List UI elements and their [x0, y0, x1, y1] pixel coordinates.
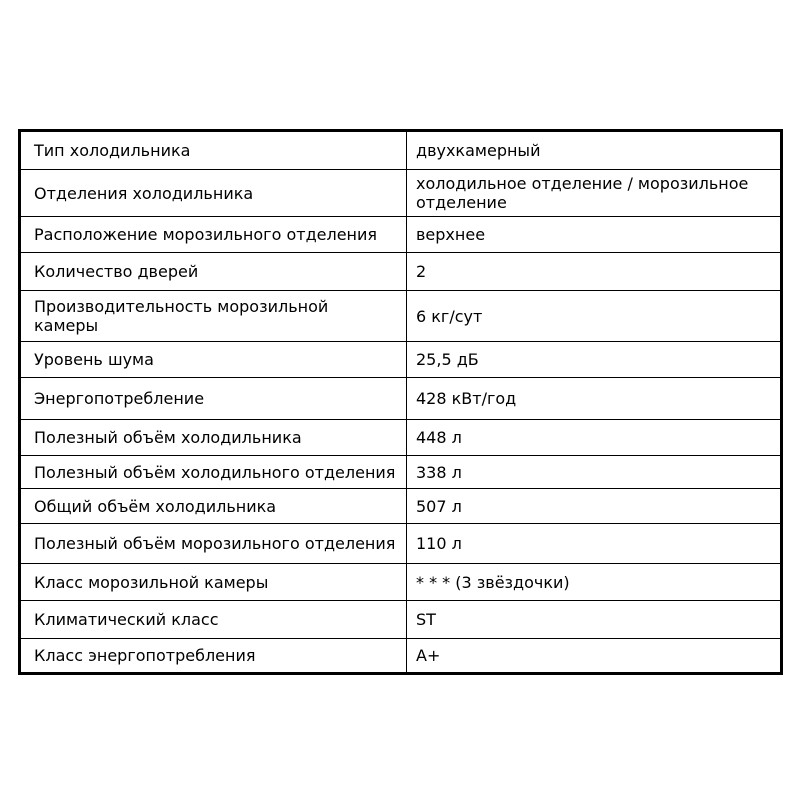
param-label: Общий объём холодильника [20, 489, 407, 524]
param-value: двухкамерный [407, 131, 782, 170]
table-row [20, 131, 782, 170]
param-label: Уровень шума [20, 342, 407, 378]
param-label: Класс энергопотребления [20, 639, 407, 674]
param-value: * * * (3 звёздочки) [407, 564, 782, 601]
table-row [20, 170, 782, 217]
param-label: Полезный объём морозильного отделения [20, 524, 407, 564]
table-row [20, 217, 782, 253]
param-label: Полезный объём холодильного отделения [20, 456, 407, 489]
table-row [20, 342, 782, 378]
table-row [20, 639, 782, 674]
param-label: Полезный объём холодильника [20, 420, 407, 456]
param-label: Класс морозильной камеры [20, 564, 407, 601]
param-value: 2 [407, 253, 782, 291]
param-label: Энергопотребление [20, 378, 407, 420]
param-value: 6 кг/сут [407, 291, 782, 342]
table-row [20, 253, 782, 291]
param-value: ST [407, 601, 782, 639]
param-value: 338 л [407, 456, 782, 489]
table-row [20, 524, 782, 564]
param-label: Тип холодильника [20, 131, 407, 170]
table-row [20, 601, 782, 639]
param-label: Производительность морозильной камеры [20, 291, 407, 342]
table-row [20, 489, 782, 524]
param-value: 507 л [407, 489, 782, 524]
table-row [20, 564, 782, 601]
param-value: 110 л [407, 524, 782, 564]
param-label: Количество дверей [20, 253, 407, 291]
param-value: A+ [407, 639, 782, 674]
param-value: холодильное отделение / морозильное отделение [407, 170, 782, 217]
param-label: Отделения холодильника [20, 170, 407, 217]
param-value: 448 л [407, 420, 782, 456]
param-label: Расположение морозильного отделения [20, 217, 407, 253]
table-row [20, 420, 782, 456]
table-row [20, 291, 782, 342]
table-row [20, 456, 782, 489]
spec-table [18, 129, 783, 675]
param-value: 428 кВт/год [407, 378, 782, 420]
table-row [20, 378, 782, 420]
param-value: верхнее [407, 217, 782, 253]
param-label: Климатический класс [20, 601, 407, 639]
param-value: 25,5 дБ [407, 342, 782, 378]
